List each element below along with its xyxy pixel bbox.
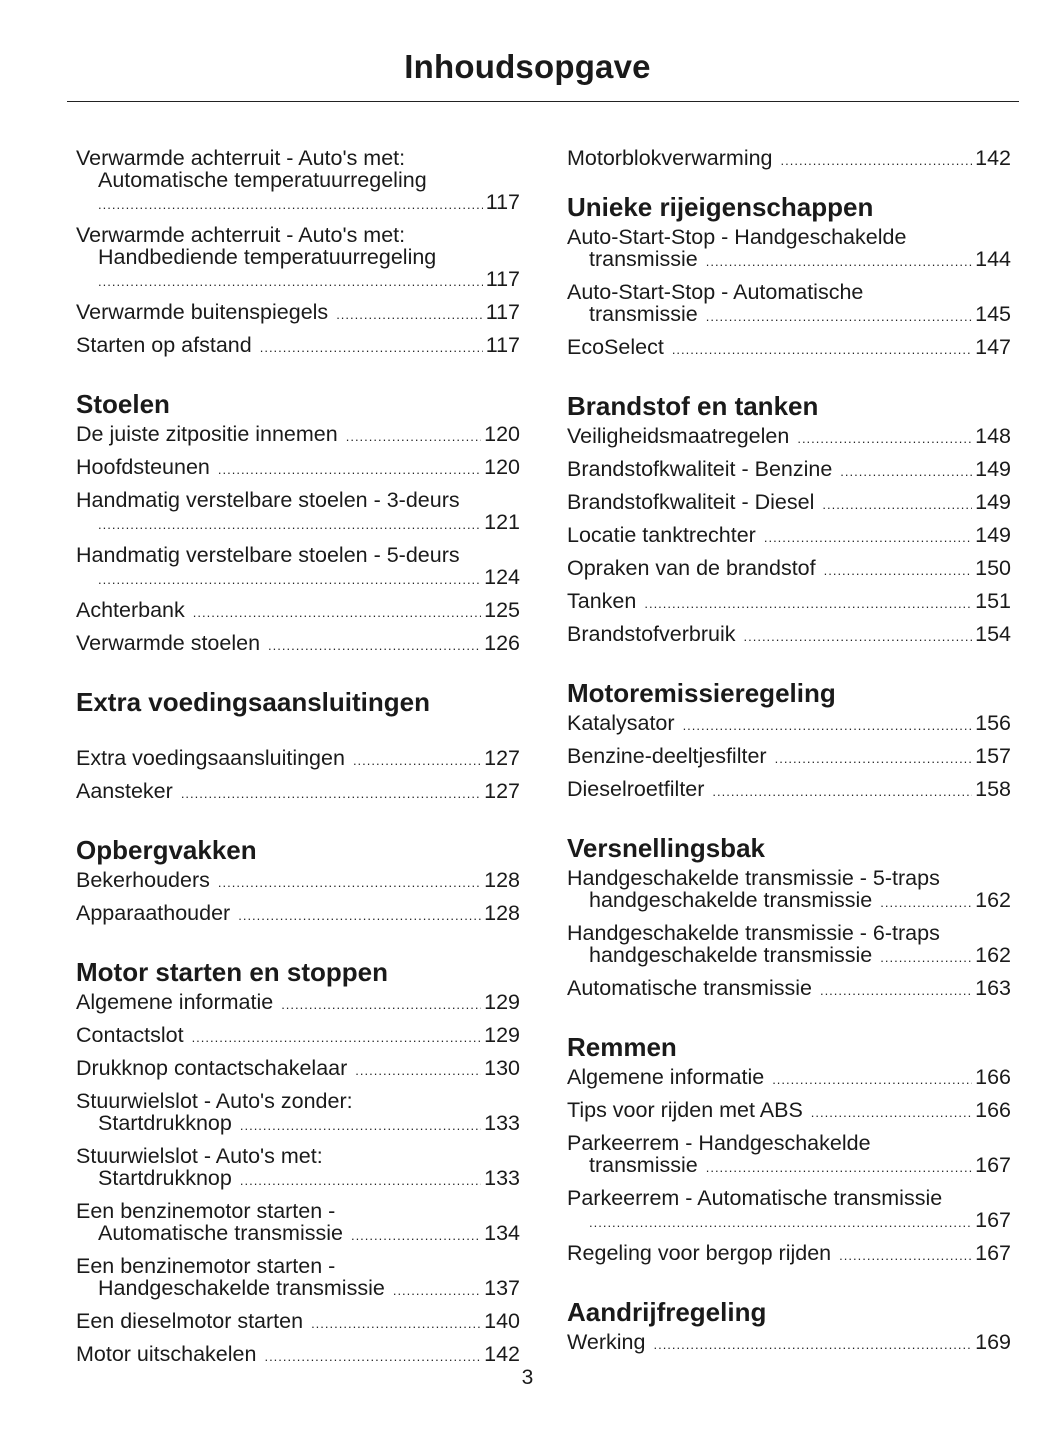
toc-entry[interactable] (76, 780, 520, 805)
section-heading[interactable]: Extra voedingsaansluitingen (76, 687, 430, 717)
toc-entry[interactable] (567, 524, 1011, 549)
toc-entry-label: Tanken (567, 589, 637, 613)
toc-entry-label: handgeschakelde transmissie (589, 943, 873, 967)
toc-entry[interactable] (567, 458, 1011, 483)
toc-entry[interactable] (76, 489, 520, 536)
toc-entry[interactable] (76, 423, 520, 448)
toc-entry-label: Startdrukknop (98, 1166, 232, 1190)
dot-leader (653, 1334, 972, 1356)
toc-entry-title: Handgeschakelde transmissie - 6-traps (567, 921, 940, 945)
toc-entry-label: handgeschakelde transmissie (589, 888, 873, 912)
page-ref[interactable]: 157 (975, 744, 1011, 768)
dot-leader (744, 626, 973, 648)
toc-entry[interactable] (567, 1187, 1011, 1234)
toc-entry-label: EcoSelect (567, 335, 664, 359)
section-heading[interactable]: Brandstof en tanken (567, 391, 819, 421)
toc-entry[interactable] (567, 745, 1011, 770)
page-ref[interactable]: 134 (484, 1221, 520, 1245)
toc-entry[interactable] (76, 1200, 520, 1247)
toc-entry-label: De juiste zitpositie innemen (76, 422, 338, 446)
dot-leader (764, 527, 972, 549)
toc-entry-label: Bekerhouders (76, 868, 210, 892)
toc-entry[interactable] (76, 544, 520, 591)
toc-entry-label: Veiligheidsmaatregelen (567, 424, 790, 448)
page-ref[interactable]: 117 (485, 300, 520, 324)
toc-entry[interactable] (567, 226, 1011, 273)
dot-leader (192, 1027, 482, 1049)
toc-entry-label: Drukknop contactschakelaar (76, 1056, 348, 1080)
dot-leader (772, 1069, 972, 1091)
toc-entry[interactable] (567, 778, 1011, 803)
section-heading[interactable]: Remmen (567, 1032, 677, 1062)
dot-leader (193, 602, 481, 624)
toc-entry-label: Katalysator (567, 711, 675, 735)
toc-entry-label: Locatie tanktrechter (567, 523, 756, 547)
page-ref[interactable]: 169 (975, 1330, 1011, 1354)
dot-leader (712, 781, 972, 803)
toc-entry-title: Parkeerrem - Handgeschakelde (567, 1131, 871, 1155)
toc-entry[interactable] (567, 712, 1011, 737)
toc-entry-label: Benzine-deeltjesfilter (567, 744, 767, 768)
toc-entry[interactable] (567, 557, 1011, 582)
toc-entry-title: Verwarmde achterruit - Auto's met: (76, 146, 406, 170)
section-heading[interactable]: Motoremissieregeling (567, 678, 836, 708)
toc-entry[interactable] (567, 1242, 1011, 1267)
dot-leader (98, 271, 483, 293)
page-ref[interactable]: 133 (484, 1111, 520, 1135)
toc-entry[interactable] (76, 1310, 520, 1335)
toc-section-unieke-rijeigenschappen (567, 192, 1011, 361)
toc-entry[interactable] (76, 301, 520, 326)
title-divider (67, 101, 1019, 102)
dot-leader (355, 1060, 481, 1082)
toc-left-column (76, 147, 520, 1376)
toc-entry-title: Handmatig verstelbare stoelen - 3-deurs (76, 488, 460, 512)
toc-entry-label: Contactslot (76, 1023, 184, 1047)
section-heading[interactable]: Versnellingsbak (567, 833, 765, 863)
dot-leader (839, 1245, 972, 1267)
page-ref[interactable]: 149 (975, 523, 1011, 547)
page-ref[interactable]: 128 (484, 901, 520, 925)
toc-section-intro-left (76, 147, 520, 359)
toc-entry[interactable] (567, 1132, 1011, 1179)
toc-entry-label: Apparaathouder (76, 901, 231, 925)
toc-section-remmen (567, 1032, 1011, 1267)
toc-entry[interactable] (76, 632, 520, 657)
dot-leader (98, 514, 481, 536)
page-ref[interactable]: 144 (975, 247, 1011, 271)
toc-entry-title: Parkeerrem - Automatische transmissie (567, 1186, 943, 1210)
dot-leader (353, 750, 481, 772)
toc-entry[interactable] (567, 867, 1011, 914)
page-title: Inhoudsopgave (404, 48, 651, 85)
toc-entry[interactable] (567, 590, 1011, 615)
toc-entry-title-cont: Automatische temperatuurregeling (98, 168, 427, 192)
toc-entry[interactable] (76, 1255, 520, 1302)
section-heading[interactable]: Opbergvakken (76, 835, 257, 865)
page-ref[interactable]: 163 (975, 976, 1011, 1000)
dot-leader (781, 150, 973, 172)
dot-leader (238, 905, 481, 927)
toc-section-stoelen (76, 389, 520, 657)
toc-entry-label: Brandstofkwaliteit - Diesel (567, 490, 815, 514)
toc-entry-label: Verwarmde stoelen (76, 631, 261, 655)
toc-entry-label: Verwarmde buitenspiegels (76, 300, 329, 324)
dot-leader (880, 892, 972, 914)
section-heading[interactable]: Aandrijfregeling (567, 1297, 767, 1327)
toc-entry-label: Tips voor rijden met ABS (567, 1098, 803, 1122)
toc-entry[interactable] (567, 336, 1011, 361)
dot-leader (240, 1170, 481, 1192)
toc-entry[interactable] (76, 991, 520, 1016)
toc-entry[interactable] (76, 1343, 520, 1368)
toc-entry[interactable] (76, 334, 520, 359)
page-ref[interactable]: 137 (484, 1276, 520, 1300)
toc-entry[interactable] (76, 1145, 520, 1192)
page-ref[interactable]: 117 (485, 267, 520, 291)
page-ref[interactable]: 129 (484, 990, 520, 1014)
dot-leader (346, 426, 481, 448)
dot-leader (811, 1102, 972, 1124)
dot-leader (98, 569, 481, 591)
toc-entry-title: Stuurwielslot - Auto's zonder: (76, 1089, 353, 1113)
page-ref[interactable]: 162 (975, 888, 1011, 912)
toc-entry[interactable] (567, 147, 1011, 172)
toc-entry-label: Algemene informatie (567, 1065, 765, 1089)
page-ref[interactable]: 167 (975, 1208, 1011, 1232)
toc-entry-label: Automatische transmissie (567, 976, 812, 1000)
section-heading[interactable]: Unieke rijeigenschappen (567, 192, 874, 222)
toc-entry-title: Een benzinemotor starten - (76, 1199, 336, 1223)
page-ref[interactable]: 127 (484, 746, 520, 770)
toc-entry-label: Een dieselmotor starten (76, 1309, 304, 1333)
page-ref[interactable]: 121 (484, 510, 520, 534)
toc-entry-label: Extra voedingsaansluitingen (76, 746, 345, 770)
dot-leader (644, 593, 972, 615)
page-ref[interactable]: 149 (975, 490, 1011, 514)
page-ref[interactable]: 140 (484, 1309, 520, 1333)
page-ref[interactable]: 129 (484, 1023, 520, 1047)
toc-entry-label: Werking (567, 1330, 646, 1354)
toc-entry-label: transmissie (589, 247, 698, 271)
dot-leader (880, 947, 972, 969)
page-ref[interactable]: 133 (484, 1166, 520, 1190)
dot-leader (98, 194, 483, 216)
page-ref[interactable]: 142 (975, 146, 1011, 170)
dot-leader (822, 494, 972, 516)
toc-entry[interactable] (76, 599, 520, 624)
section-heading[interactable]: Motor starten en stoppen (76, 957, 389, 987)
dot-leader (797, 428, 972, 450)
toc-entry-label: Algemene informatie (76, 990, 274, 1014)
page-ref[interactable]: 126 (484, 631, 520, 655)
toc-entry[interactable] (567, 425, 1011, 450)
toc-entry[interactable] (567, 922, 1011, 969)
toc-entry[interactable] (567, 1066, 1011, 1091)
page-ref[interactable]: 148 (975, 424, 1011, 448)
toc-entry[interactable] (76, 902, 520, 927)
toc-entry-label: Motor uitschakelen (76, 1342, 257, 1366)
dot-leader (393, 1280, 481, 1302)
toc-entry[interactable] (567, 1331, 1011, 1356)
page-ref[interactable]: 147 (975, 335, 1011, 359)
toc-entry[interactable] (567, 281, 1011, 328)
page-ref[interactable]: 166 (975, 1065, 1011, 1089)
page-ref[interactable]: 158 (975, 777, 1011, 801)
dot-leader (264, 1346, 481, 1368)
toc-entry-title: Een benzinemotor starten - (76, 1254, 336, 1278)
toc-section-motor-starten (76, 957, 520, 1368)
toc-entry-label: Achterbank (76, 598, 185, 622)
toc-entry-label: transmissie (589, 1153, 698, 1177)
page-ref[interactable]: 117 (485, 333, 520, 357)
toc-section-extra-voedingsaansluitingen (76, 687, 520, 805)
page-ref[interactable]: 120 (484, 455, 520, 479)
toc-entry-label: Opraken van de brandstof (567, 556, 816, 580)
dot-leader (260, 337, 483, 359)
toc-entry-label: Motorblokverwarming (567, 146, 773, 170)
toc-section-aandrijfregeling (567, 1297, 1011, 1356)
dot-leader (683, 715, 973, 737)
toc-entry[interactable] (567, 491, 1011, 516)
dot-leader (840, 461, 972, 483)
page-ref[interactable]: 128 (484, 868, 520, 892)
toc-entry[interactable] (76, 147, 520, 216)
dot-leader (820, 980, 972, 1002)
toc-entry-title: Handmatig verstelbare stoelen - 5-deurs (76, 543, 460, 567)
toc-entry-title: Stuurwielslot - Auto's met: (76, 1144, 323, 1168)
page-ref[interactable]: 117 (485, 190, 520, 214)
page-ref[interactable]: 127 (484, 779, 520, 803)
page-ref[interactable]: 120 (484, 422, 520, 446)
dot-leader (311, 1313, 481, 1335)
page-number: 3 (521, 1366, 534, 1389)
page-ref[interactable]: 162 (975, 943, 1011, 967)
toc-entry[interactable] (76, 1057, 520, 1082)
toc-entry-label: Automatische transmissie (98, 1221, 343, 1245)
toc-entry-label: transmissie (589, 302, 698, 326)
page-ref[interactable]: 145 (975, 302, 1011, 326)
dot-leader (181, 783, 481, 805)
dot-leader (351, 1225, 481, 1247)
page-ref[interactable]: 156 (975, 711, 1011, 735)
dot-leader (589, 1212, 972, 1234)
toc-entry[interactable] (567, 623, 1011, 648)
toc-section-intro-right (567, 147, 1011, 172)
toc-entry-title: Verwarmde achterruit - Auto's met: (76, 223, 406, 247)
page-ref[interactable]: 167 (975, 1153, 1011, 1177)
dot-leader (706, 306, 972, 328)
toc-entry[interactable] (76, 747, 520, 772)
toc-section-motoremissie (567, 678, 1011, 803)
page-ref[interactable]: 125 (484, 598, 520, 622)
page-ref[interactable]: 149 (975, 457, 1011, 481)
dot-leader (706, 1157, 972, 1179)
toc-right-column (567, 147, 1011, 1364)
toc-entry-label: Brandstofverbruik (567, 622, 736, 646)
page-ref[interactable]: 150 (975, 556, 1011, 580)
toc-entry[interactable] (76, 1090, 520, 1137)
page-ref[interactable]: 167 (975, 1241, 1011, 1265)
toc-entry-label: Handgeschakelde transmissie (98, 1276, 385, 1300)
dot-leader (336, 304, 483, 326)
section-heading[interactable]: Stoelen (76, 389, 170, 419)
toc-section-opbergvakken (76, 835, 520, 927)
toc-entry-title: Auto-Start-Stop - Automatische (567, 280, 864, 304)
toc-entry[interactable] (76, 456, 520, 481)
toc-entry-label: Brandstofkwaliteit - Benzine (567, 457, 833, 481)
page-ref[interactable]: 124 (484, 565, 520, 589)
toc-section-brandstof (567, 391, 1011, 648)
toc-entry[interactable] (76, 869, 520, 894)
toc-entry-label: Hoofdsteunen (76, 455, 210, 479)
toc-entry-title-cont: Handbediende temperatuurregeling (98, 245, 437, 269)
dot-leader (672, 339, 972, 361)
dot-leader (775, 748, 973, 770)
dot-leader (218, 459, 481, 481)
dot-leader (706, 251, 972, 273)
toc-entry-label: Startdrukknop (98, 1111, 232, 1135)
toc-entry-label: Dieselroetfilter (567, 777, 705, 801)
toc-entry-label: Aansteker (76, 779, 173, 803)
page-ref[interactable]: 166 (975, 1098, 1011, 1122)
dot-leader (281, 994, 481, 1016)
toc-section-versnellingsbak (567, 833, 1011, 1002)
toc-entry[interactable] (76, 1024, 520, 1049)
page-ref[interactable]: 130 (484, 1056, 520, 1080)
toc-entry[interactable] (567, 1099, 1011, 1124)
page-ref[interactable]: 151 (975, 589, 1011, 613)
dot-leader (218, 872, 481, 894)
toc-entry[interactable] (76, 224, 520, 293)
toc-entry-label: Regeling voor bergop rijden (567, 1241, 832, 1265)
dot-leader (240, 1115, 481, 1137)
dot-leader (268, 635, 481, 657)
page-ref[interactable]: 154 (975, 622, 1011, 646)
page-ref[interactable]: 142 (484, 1342, 520, 1366)
toc-entry-label: Starten op afstand (76, 333, 252, 357)
toc-entry-title: Handgeschakelde transmissie - 5-traps (567, 866, 940, 890)
toc-entry-title: Auto-Start-Stop - Handgeschakelde (567, 225, 907, 249)
dot-leader (824, 560, 973, 582)
toc-entry[interactable] (567, 977, 1011, 1002)
